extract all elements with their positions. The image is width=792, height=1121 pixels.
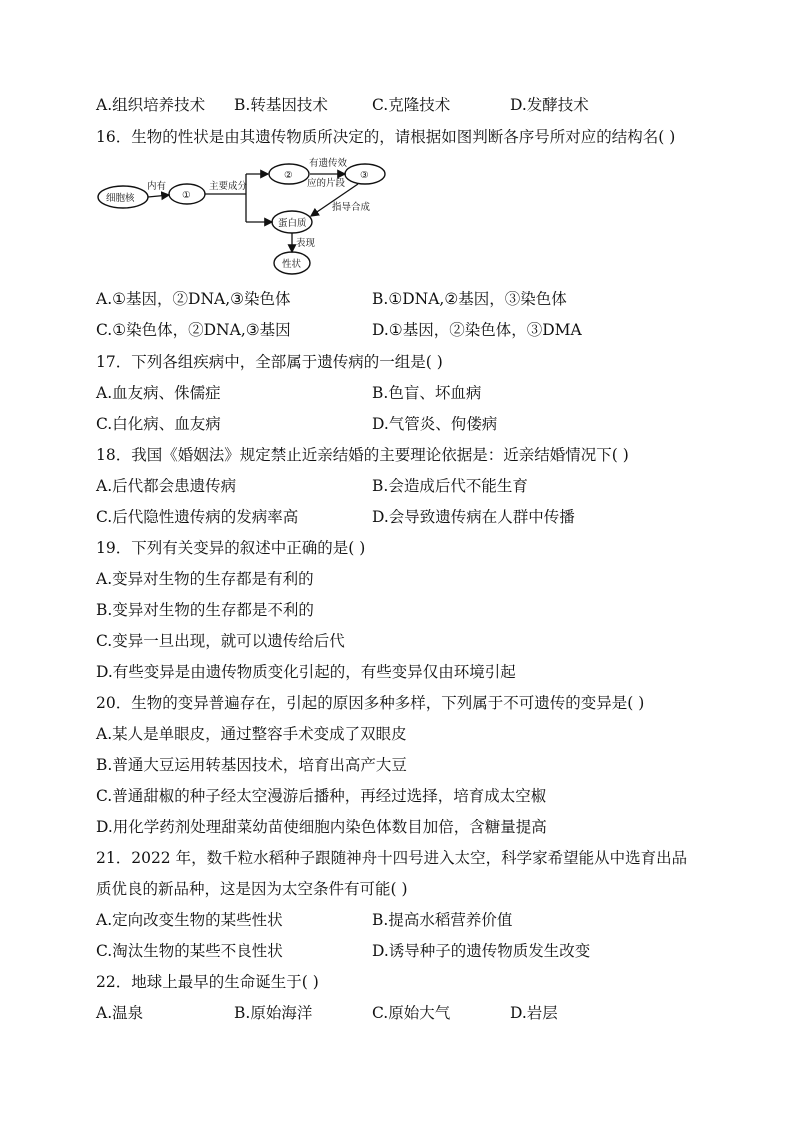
q21-stem-line-1: 21．2022 年，数千粒水稻种子跟随神舟十四号进入太空，科学家希望能从中选育出品 [96,849,688,867]
contains-label: 内有 [147,181,167,192]
q16-option-b: B.①DNA,②基因，③染色体 [372,290,567,308]
q21-option-a: A.定向改变生物的某些性状 [96,911,283,929]
q21-stem-line-2: 质优良的新品种，这是因为太空条件有可能( ) [96,880,408,898]
q18-option-a: A.后代都会患遗传病 [96,477,237,495]
q20-option-b: B.普通大豆运用转基因技术，培育出高产大豆 [96,756,407,774]
genetic-segment-label-2: 应的片段 [307,178,346,189]
q22-option-d: D.岩层 [510,1004,558,1022]
q22-option-b: B.原始海洋 [234,1004,313,1022]
q18-option-d: D.会导致遗传病在人群中传播 [372,508,575,526]
q17-stem: 17．下列各组疾病中，全部属于遗传病的一组是( ) [96,353,443,371]
q15-option-d: D.发酵技术 [510,96,589,114]
q19-option-a: A.变异对生物的生存都是有利的 [96,570,314,588]
q18-option-b: B.会造成后代不能生育 [372,477,528,495]
q15-option-c: C.克隆技术 [372,96,451,114]
nucleus-label: 细胞核 [106,193,135,204]
q20-option-d: D.用化学药剂处理甜菜幼苗使细胞内染色体数目加倍，含糖量提高 [96,818,547,836]
q20-option-a: A.某人是单眼皮，通过整容手术变成了双眼皮 [96,725,407,743]
q19-option-b: B.变异对生物的生存都是不利的 [96,601,314,619]
q22-option-a: A.温泉 [96,1004,144,1022]
q16-diagram [96,156,396,282]
q20-option-c: C.普通甜椒的种子经太空漫游后播种，再经过选择，培育成太空椒 [96,787,547,805]
main-component-label: 主要成分 [209,181,248,192]
trait-label: 性状 [282,259,302,270]
q16-option-d: D.①基因，②染色体，③DMA [372,321,582,339]
q19-option-c: C.变异一旦出现，就可以遗传给后代 [96,632,345,650]
q21-option-c: C.淘汰生物的某些不良性状 [96,942,283,960]
q21-option-d: D.诱导种子的遗传物质发生改变 [372,942,591,960]
q15-option-b: B.转基因技术 [234,96,328,114]
q17-option-b: B.色盲、坏血病 [372,384,482,402]
express-label: 表现 [296,238,316,249]
node-1-label: ① [182,190,191,201]
q15-option-a: A.组织培养技术 [96,96,206,114]
guide-synthesis-label: 指导合成 [332,202,371,213]
q17-option-d: D.气管炎、佝偻病 [372,415,498,433]
node-2-label: ② [284,170,293,181]
q19-option-d: D.有些变异是由遗传物质变化引起的，有些变异仅由环境引起 [96,663,516,681]
protein-label: 蛋白质 [278,218,307,229]
node-3-label: ③ [360,170,369,181]
q17-option-a: A.血友病、侏儒症 [96,384,221,402]
q17-option-c: C.白化病、血友病 [96,415,221,433]
q18-stem: 18．我国《婚姻法》规定禁止近亲结婚的主要理论依据是：近亲结婚情况下( ) [96,446,629,464]
q20-stem: 20．生物的变异普遍存在，引起的原因多种多样，下列属于不可遗传的变异是( ) [96,694,645,712]
q22-stem: 22．地球上最早的生命诞生于( ) [96,973,319,991]
q18-option-c: C.后代隐性遗传病的发病率高 [96,508,299,526]
q19-stem: 19．下列有关变异的叙述中正确的是( ) [96,539,366,557]
genetic-segment-label-1: 有遗传效 [309,158,348,169]
q22-option-c: C.原始大气 [372,1004,451,1022]
q16-option-a: A.①基因，②DNA,③染色体 [96,290,291,308]
q21-option-b: B.提高水稻营养价值 [372,911,513,929]
q16-option-c: C.①染色体，②DNA,③基因 [96,321,291,339]
q16-stem: 16．生物的性状是由其遗传物质所决定的，请根据如图判断各序号所对应的结构名( ) [96,128,676,146]
